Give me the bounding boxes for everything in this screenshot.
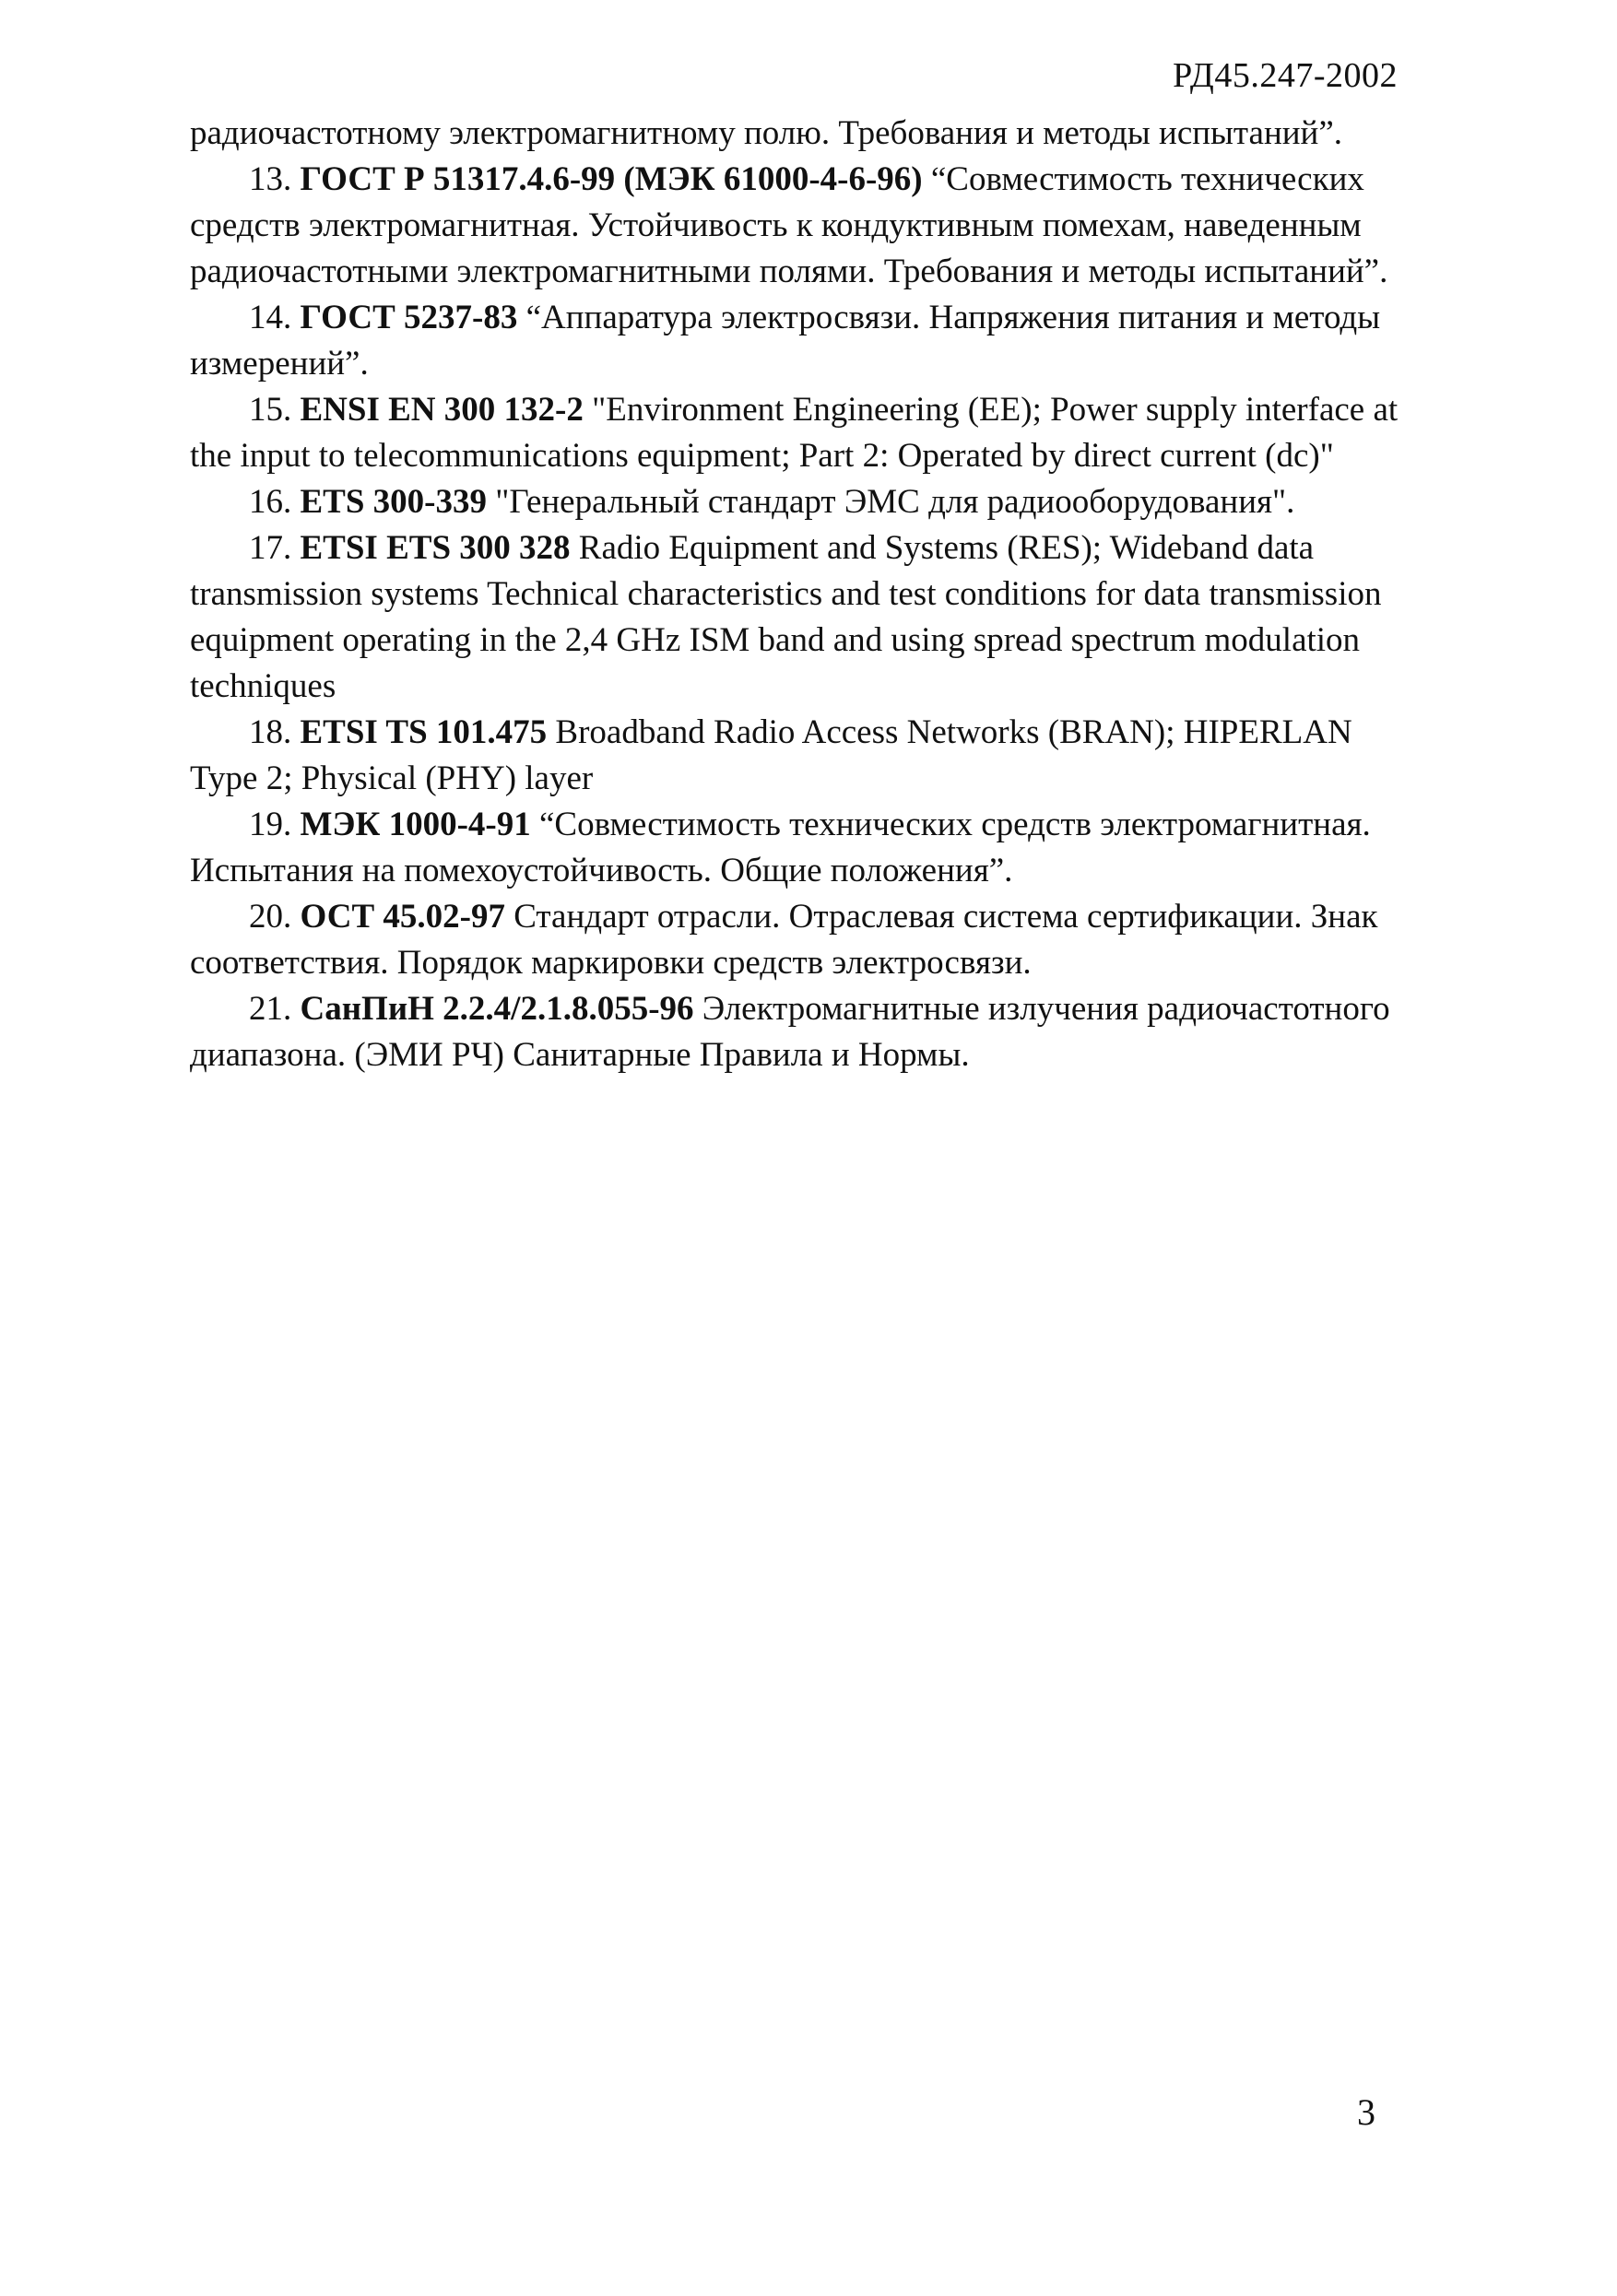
list-item bbox=[190, 295, 1409, 387]
list-item bbox=[190, 710, 1409, 802]
page-number: 3 bbox=[1357, 2091, 1375, 2133]
item-code: ГОСТ 5237-83 bbox=[300, 299, 518, 336]
list-item bbox=[190, 387, 1409, 479]
list-item bbox=[190, 802, 1409, 894]
item-number: 15. bbox=[249, 391, 292, 429]
item-text: “Совместимость технических средств электромагнитная. Испытания на помехоустойчивость. Общие положения”. bbox=[190, 806, 1371, 889]
item-number: 19. bbox=[249, 806, 292, 843]
item-code: ENSI EN 300 132-2 bbox=[300, 391, 584, 429]
item-text: "Environment Engineering (EE); Power supply interface at the input to telecommunications equipment; Part 2: Operated by direct current (dc)" bbox=[190, 391, 1399, 475]
item-text: “Аппаратура электросвязи. Напряжения питания и методы измерений”. bbox=[190, 299, 1381, 383]
item-number: 21. bbox=[249, 990, 292, 1028]
item-number: 13. bbox=[249, 160, 292, 198]
item-text: Broadband Radio Access Networks (BRAN); HIPERLAN Type 2; Physical (PHY) layer bbox=[190, 713, 1352, 797]
item-code: ETS 300-339 bbox=[300, 483, 488, 521]
item-text: Стандарт отрасли. Отраслевая система сертификации. Знак соответствия. Порядок маркировки средств электросвязи. bbox=[190, 898, 1378, 982]
item-number: 17. bbox=[249, 529, 292, 567]
item-code: ETSI ETS 300 328 bbox=[300, 529, 571, 567]
item-code: ГОСТ Р 51317.4.6-99 (МЭК 61000-4-6-96) bbox=[300, 160, 923, 198]
item-code: МЭК 1000-4-91 bbox=[300, 806, 531, 843]
list-item bbox=[190, 986, 1409, 1078]
reference-list bbox=[190, 111, 1409, 1078]
list-item bbox=[190, 894, 1409, 986]
item-number: 16. bbox=[249, 483, 292, 521]
list-item bbox=[190, 157, 1409, 295]
continuation-paragraph: радиочастотному электромагнитному полю. Требования и методы испытаний”. bbox=[190, 114, 1343, 152]
item-number: 20. bbox=[249, 898, 292, 936]
item-number: 14. bbox=[249, 299, 292, 336]
item-text: Radio Equipment and Systems (RES); Wideband data transmission systems Technical characteristics and test conditions for data transmission equipment operating in the 2,4 GHz ISM band and using spread spectrum modulation techniques bbox=[190, 529, 1382, 705]
item-text: "Генеральный стандарт ЭМС для радиооборудования". bbox=[495, 483, 1295, 521]
item-code: ОСТ 45.02-97 bbox=[300, 898, 505, 936]
list-item bbox=[190, 479, 1409, 525]
item-text: Электромагнитные излучения радиочастотного диапазона. (ЭМИ РЧ) Санитарные Правила и Нормы. bbox=[190, 990, 1390, 1074]
item-number: 18. bbox=[249, 713, 292, 751]
item-text: “Совместимость технических средств электромагнитная. Устойчивость к кондуктивным помехам, наведенным радиочастотными электромагнитными полями. Требования и методы испытаний”. bbox=[190, 160, 1388, 290]
item-code: СанПиН 2.2.4/2.1.8.055-96 bbox=[300, 990, 694, 1028]
list-item bbox=[190, 525, 1409, 710]
document-code: РД45.247-2002 bbox=[1173, 56, 1398, 95]
item-code: ETSI TS 101.475 bbox=[300, 713, 548, 751]
